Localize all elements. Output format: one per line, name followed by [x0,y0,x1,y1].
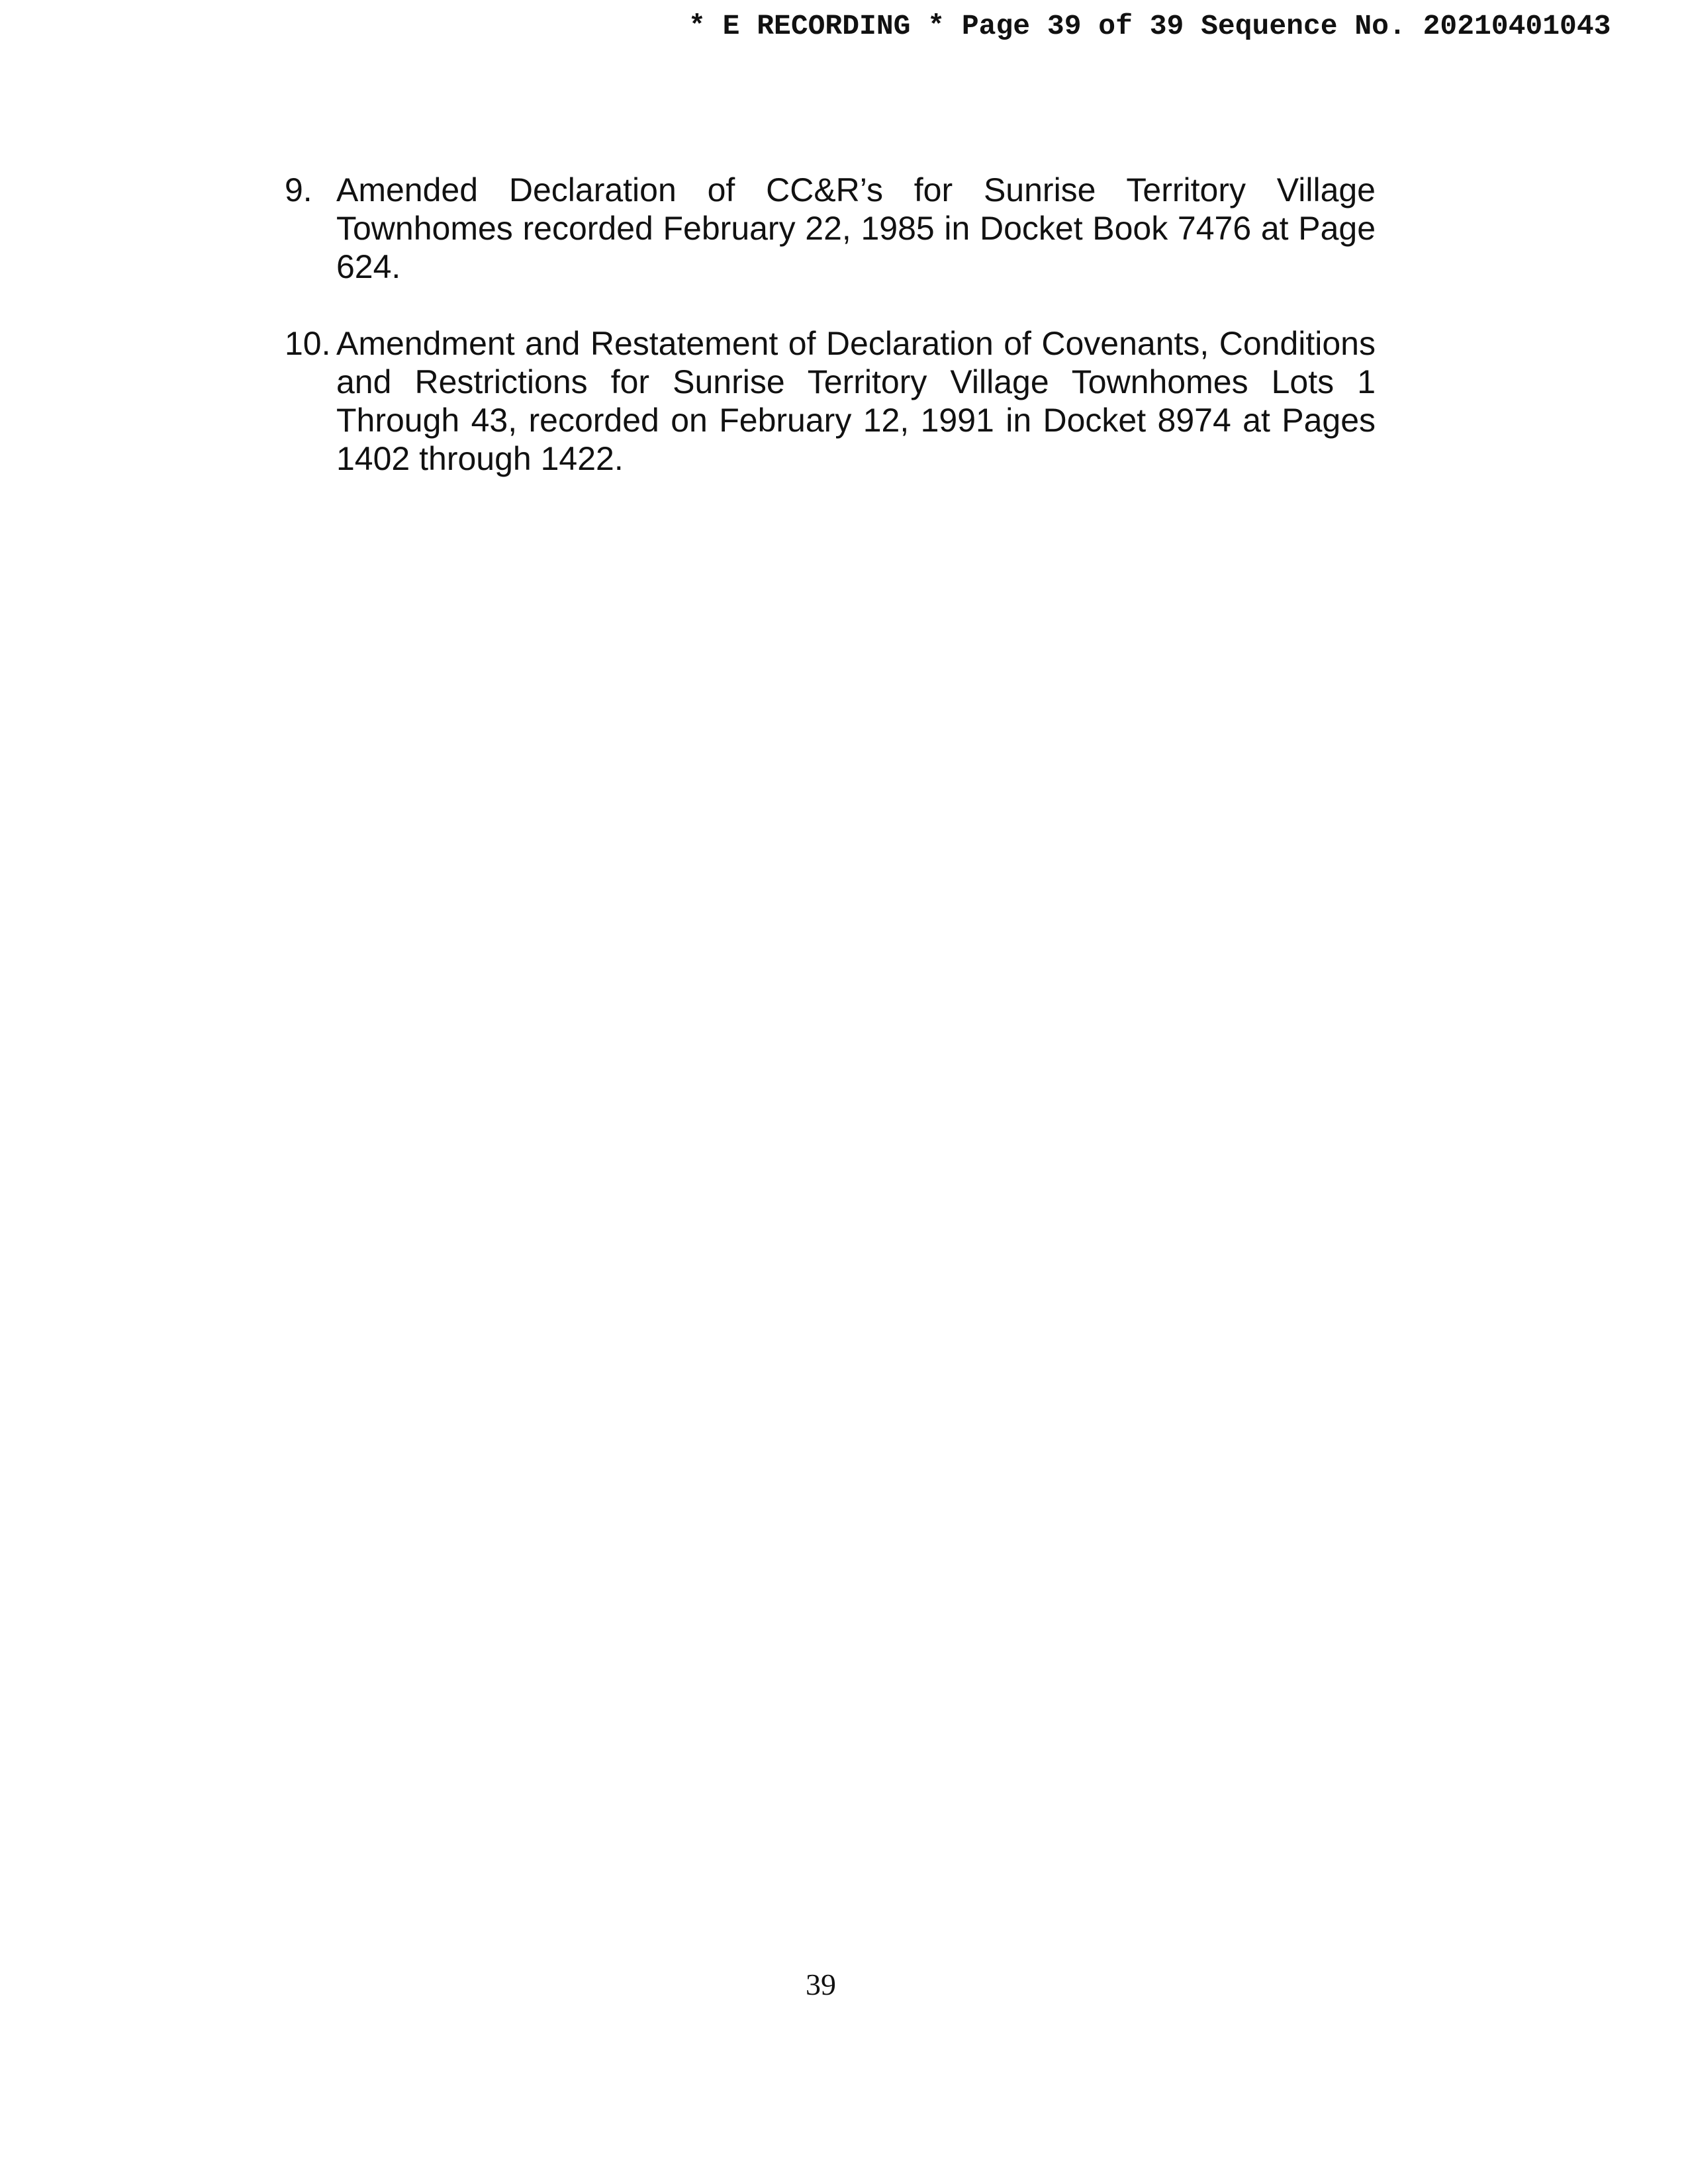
recorded-documents-list [285,171,1376,516]
item-text: Amendment and Restatement of Declaration of Covenants, Conditions and Restrictions for Sunrise Territory Village Townhomes Lots 1 Through 43, recorded on February 12, 1991 in Docket 8974 at Pages 1402 through 1422. [336,325,1376,477]
item-text: Amended Declaration of CC&R’s for Sunrise Territory Village Townhomes recorded February 22, 1985 in Docket Book 7476 at Page 624. [336,171,1376,285]
item-number: 10. [285,325,331,362]
page-number: 39 [806,1968,836,2001]
list-item [285,324,1376,478]
recording-header: * E RECORDING * Page 39 of 39 Sequence No. 20210401043 [688,10,1611,42]
item-number: 9. [285,171,312,208]
list-item [285,171,1376,286]
